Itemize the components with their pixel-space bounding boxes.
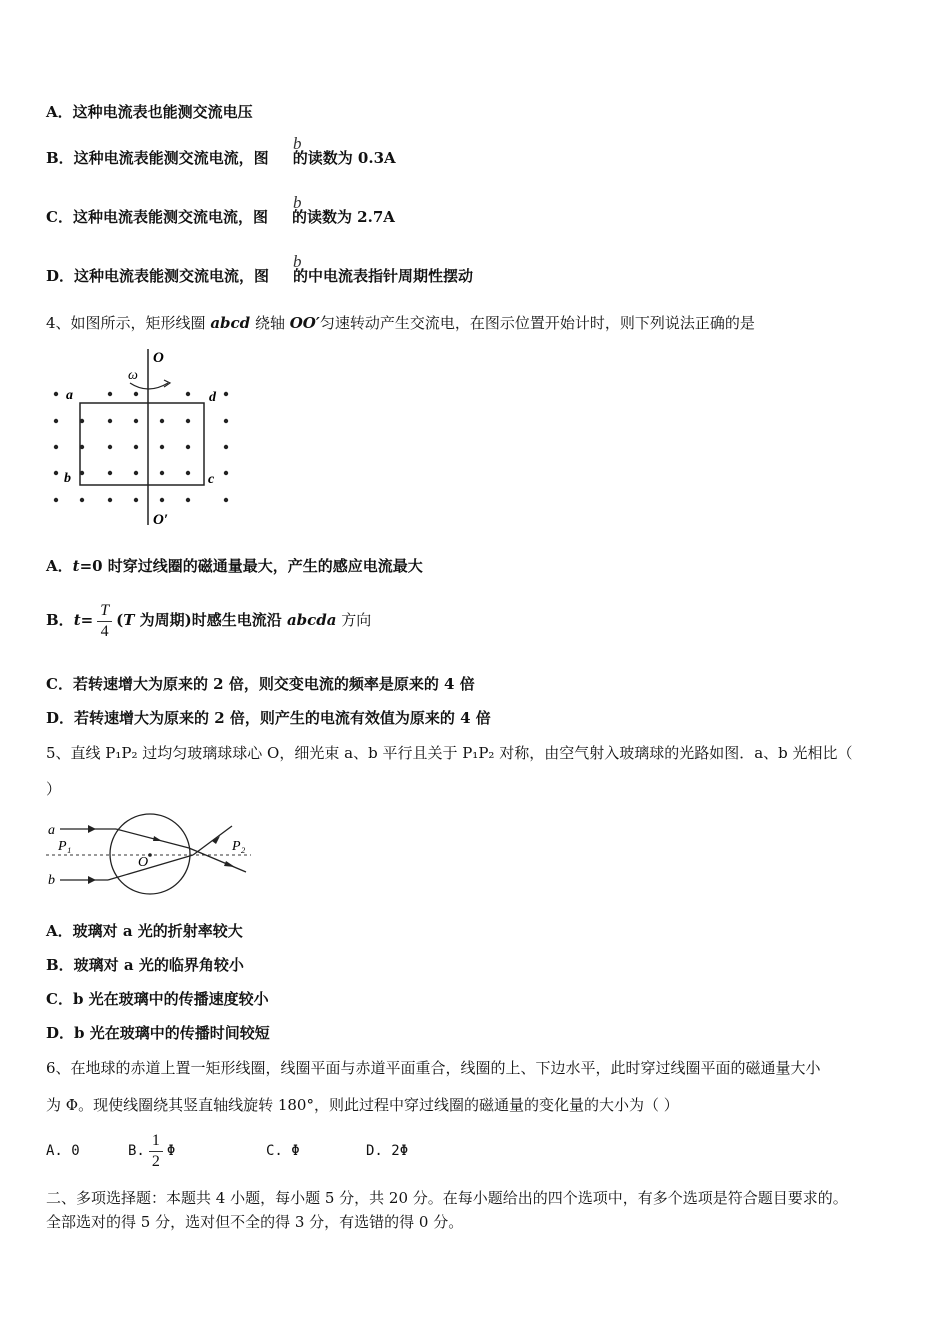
- label-b: b: [64, 471, 71, 486]
- q3-option-c: C．这种电流表能测交流电流，图 的读数为 2.7A: [46, 208, 395, 226]
- ray-a-refracted: [116, 829, 189, 848]
- label-omega: ω: [128, 368, 138, 383]
- ray-b-out: [193, 826, 232, 855]
- q5-sphere-figure: [46, 808, 261, 900]
- q3-option-a: A．这种电流表也能测交流电压: [46, 103, 253, 121]
- section2-intro-line2: 全部选对的得 5 分，选对但不全的得 3 分，有选错的得 0 分。: [46, 1213, 464, 1231]
- ray-a-out-arrow: [224, 861, 235, 867]
- q6-stem-line2: 为 Φ。现使线圈绕其竖直轴线旋转 180°，则此过程中穿过线圈的磁通量的变化量的大小为（ ）: [46, 1096, 679, 1114]
- rotation-arc: [130, 383, 168, 389]
- q6-option-c: C. Φ: [266, 1143, 300, 1159]
- label-p1: P₁: [58, 839, 72, 854]
- q4-option-b: B．t= $\frac{T}{4}$ (T 为周期)时感生电流沿 abcda 方向: [46, 601, 372, 640]
- ray-b-refracted: [108, 855, 193, 880]
- label-a: a: [66, 388, 73, 403]
- q3-option-b-figure-ref: b: [293, 134, 302, 153]
- ray-a-inner-arrow: [153, 836, 162, 841]
- label-a: a: [48, 823, 55, 838]
- q5-stem-line1: 5、直线 P₁P₂ 过均匀玻璃球球心 O，细光束 a、b 平行且关于 P₁P₂ 对称，由空气射入玻璃球的光路如图．a、b 光相比（: [46, 744, 853, 762]
- section2-intro-line1: 二、多项选择题：本题共 4 小题，每小题 5 分，共 20 分。在每小题给出的四个选项中，有多个选项是符合题目要求的。: [46, 1189, 848, 1207]
- label-O-prime: O′: [153, 512, 169, 528]
- q6-option-b: B. $\frac{1}{2}$ Φ: [128, 1131, 176, 1170]
- q3-option-d: D．这种电流表能测交流电流，图 的中电流表指针周期性摆动: [46, 267, 474, 285]
- center-dot: [148, 853, 152, 857]
- q5-option-b: B．玻璃对 a 光的临界角较小: [46, 956, 244, 974]
- q3-option-d-figure-ref: b: [293, 252, 302, 271]
- q6-option-a: A. 0: [46, 1143, 80, 1159]
- label-d: d: [209, 390, 216, 405]
- q5-option-d: D．b 光在玻璃中的传播时间较短: [46, 1024, 270, 1042]
- label-O: O: [153, 350, 164, 366]
- q6-option-b-fraction: $\frac{1}{2}$: [149, 1131, 163, 1172]
- coil-rect: [80, 403, 204, 485]
- q4-stem: 4、如图所示，矩形线圈 abcd 绕轴 OO′匀速转动产生交流电，在图示位置开始计时，则下列说法正确的是: [46, 314, 755, 332]
- label-c: c: [208, 472, 215, 487]
- q3-option-b: B．这种电流表能测交流电流，图 的读数为 0.3A: [46, 149, 396, 167]
- q5-option-a: A．玻璃对 a 光的折射率较大: [46, 922, 243, 940]
- q4-coil-figure: [46, 345, 236, 530]
- q4-option-d: D．若转速增大为原来的 2 倍，则产生的电流有效值为原来的 4 倍: [46, 709, 491, 727]
- ray-a-arrow: [88, 825, 96, 833]
- q4-option-a: A．t=0 时穿过线圈的磁通量最大，产生的感应电流最大: [46, 557, 423, 575]
- label-b: b: [48, 873, 55, 888]
- q6-option-d: D. 2Φ: [366, 1143, 409, 1159]
- q3-option-c-figure-ref: b: [293, 193, 302, 212]
- q6-stem-line1: 6、在地球的赤道上置一矩形线圈，线圈平面与赤道平面重合，线圈的上、下边水平，此时穿过线圈平面的磁通量大小: [46, 1059, 821, 1077]
- label-p2: P₂: [232, 839, 246, 854]
- q5-stem-line2: ）: [46, 780, 62, 798]
- q4-option-c: C．若转速增大为原来的 2 倍，则交变电流的频率是原来的 4 倍: [46, 675, 475, 693]
- label-o: O: [138, 855, 149, 870]
- ray-b-arrow: [88, 876, 96, 884]
- q4-option-b-fraction: $\frac{T}{4}$: [97, 601, 112, 642]
- q5-option-c: C．b 光在玻璃中的传播速度较小: [46, 990, 269, 1008]
